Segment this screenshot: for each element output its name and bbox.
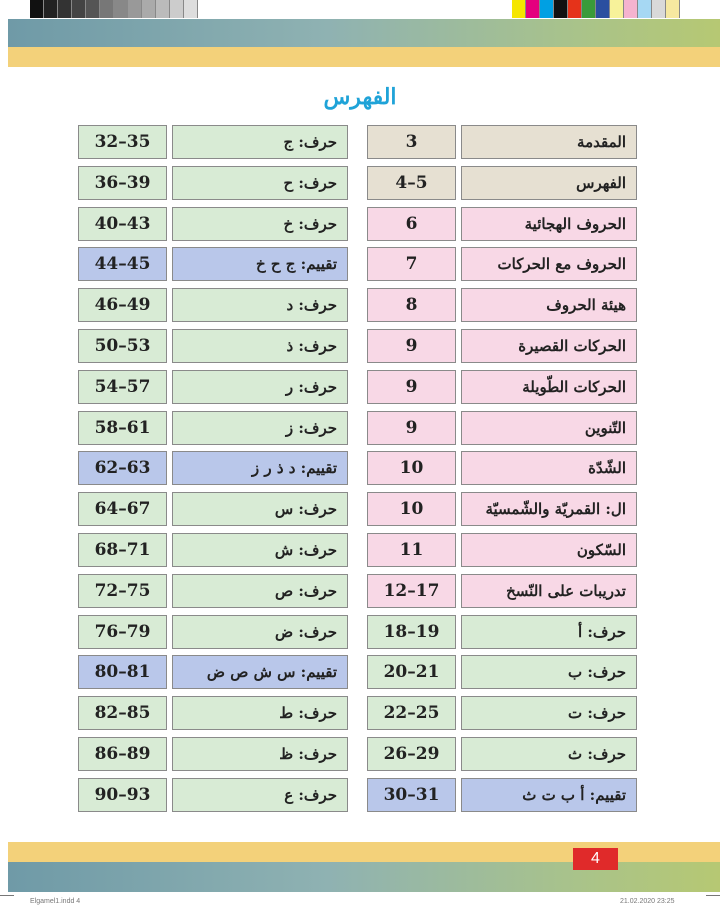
toc-entry-label: تقييم: د ذ ر ز xyxy=(172,451,348,485)
toc-page-range: 72–75 xyxy=(78,574,167,608)
toc-row xyxy=(78,207,348,241)
toc-page-range: 50–53 xyxy=(78,329,167,363)
toc-entry-label: حرف: ب xyxy=(461,655,637,689)
toc-row xyxy=(367,247,637,281)
toc-entry-label: حرف: ذ xyxy=(172,329,348,363)
toc-left-column xyxy=(78,125,348,819)
toc-entry-label: هيئة الحروف xyxy=(461,288,637,322)
toc-row xyxy=(78,492,348,526)
toc-row xyxy=(78,370,348,404)
crop-mark xyxy=(706,895,720,896)
toc-page-range: 10 xyxy=(367,492,456,526)
toc-page-range: 20–21 xyxy=(367,655,456,689)
toc-page-range: 44–45 xyxy=(78,247,167,281)
toc-entry-label: الشّدّة xyxy=(461,451,637,485)
toc-page-range: 9 xyxy=(367,329,456,363)
toc-page-range: 36–39 xyxy=(78,166,167,200)
toc-entry-label: السّكون xyxy=(461,533,637,567)
process-color-bar xyxy=(512,0,680,18)
toc-page-range: 9 xyxy=(367,370,456,404)
toc-entry-label: حرف: د xyxy=(172,288,348,322)
toc-row xyxy=(78,329,348,363)
toc-entry-label: حرف: أ xyxy=(461,615,637,649)
toc-entry-label: الحروف الهجائية xyxy=(461,207,637,241)
toc-entry-label: الحروف مع الحركات xyxy=(461,247,637,281)
print-slug-timestamp: 21.02.2020 23:25 xyxy=(620,898,675,905)
toc-entry-label: تقييم: أ ب ت ث xyxy=(461,778,637,812)
toc-entry-label: حرف: ش xyxy=(172,533,348,567)
toc-row xyxy=(78,696,348,730)
toc-row xyxy=(78,655,348,689)
toc-page-range: 8 xyxy=(367,288,456,322)
toc-row xyxy=(78,411,348,445)
toc-row xyxy=(78,451,348,485)
toc-entry-label: تقييم: ج ح خ xyxy=(172,247,348,281)
toc-right-column xyxy=(367,125,637,819)
toc-entry-label: تقييم: س ش ص ض xyxy=(172,655,348,689)
toc-entry-label: حرف: ز xyxy=(172,411,348,445)
toc-row xyxy=(367,533,637,567)
toc-entry-label: ال: القمريّة والشّمسيّة xyxy=(461,492,637,526)
toc-page-range: 82–85 xyxy=(78,696,167,730)
toc-row xyxy=(367,207,637,241)
toc-page-range: 64–67 xyxy=(78,492,167,526)
toc-page-range: 40–43 xyxy=(78,207,167,241)
toc-page-range: 90–93 xyxy=(78,778,167,812)
toc-entry-label: حرف: ص xyxy=(172,574,348,608)
toc-row xyxy=(78,737,348,771)
toc-entry-label: حرف: ر xyxy=(172,370,348,404)
toc-row xyxy=(367,411,637,445)
toc-entry-label: حرف: س xyxy=(172,492,348,526)
toc-entry-label: حرف: ج xyxy=(172,125,348,159)
toc-row xyxy=(367,492,637,526)
toc-row xyxy=(367,778,637,812)
toc-page-range: 4–5 xyxy=(367,166,456,200)
toc-page-range: 32–35 xyxy=(78,125,167,159)
toc-row xyxy=(78,615,348,649)
toc-page-range: 30–31 xyxy=(367,778,456,812)
toc-entry-label: الحركات الطّويلة xyxy=(461,370,637,404)
toc-entry-label: حرف: ظ xyxy=(172,737,348,771)
toc-row xyxy=(367,737,637,771)
toc-page-range: 7 xyxy=(367,247,456,281)
toc-row xyxy=(78,778,348,812)
toc-row xyxy=(367,696,637,730)
toc-page-range: 80–81 xyxy=(78,655,167,689)
toc-entry-label: حرف: ت xyxy=(461,696,637,730)
toc-page-range: 68–71 xyxy=(78,533,167,567)
toc-page-range: 62–63 xyxy=(78,451,167,485)
toc-page-range: 26–29 xyxy=(367,737,456,771)
toc-page-range: 12–17 xyxy=(367,574,456,608)
toc-entry-label: حرف: ع xyxy=(172,778,348,812)
toc-row xyxy=(78,574,348,608)
toc-page-range: 6 xyxy=(367,207,456,241)
header-band xyxy=(8,19,720,67)
toc-page-range: 3 xyxy=(367,125,456,159)
toc-row xyxy=(367,615,637,649)
toc-row xyxy=(367,288,637,322)
page-number-badge: 4 xyxy=(573,848,618,870)
toc-entry-label: حرف: ض xyxy=(172,615,348,649)
page-title: الفهرس xyxy=(323,84,397,110)
toc-page-range: 76–79 xyxy=(78,615,167,649)
print-slug-file: Elgamel1.indd 4 xyxy=(30,898,81,905)
toc-entry-label: التّنوين xyxy=(461,411,637,445)
toc-row xyxy=(367,329,637,363)
toc-row xyxy=(78,247,348,281)
toc-page-range: 22–25 xyxy=(367,696,456,730)
toc-row xyxy=(78,125,348,159)
toc-entry-label: حرف: ط xyxy=(172,696,348,730)
toc-entry-label: المقدمة xyxy=(461,125,637,159)
toc-page-range: 86–89 xyxy=(78,737,167,771)
toc-row xyxy=(367,370,637,404)
toc-row xyxy=(78,166,348,200)
toc-row xyxy=(367,655,637,689)
toc-row xyxy=(367,451,637,485)
toc-page-range: 18–19 xyxy=(367,615,456,649)
grayscale-color-bar xyxy=(30,0,198,18)
toc-entry-label: الحركات القصيرة xyxy=(461,329,637,363)
toc-page-range: 46–49 xyxy=(78,288,167,322)
toc-entry-label: حرف: ث xyxy=(461,737,637,771)
toc-row xyxy=(367,166,637,200)
toc-row xyxy=(367,574,637,608)
toc-entry-label: حرف: خ xyxy=(172,207,348,241)
toc-entry-label: حرف: ح xyxy=(172,166,348,200)
toc-entry-label: تدريبات على النّسخ xyxy=(461,574,637,608)
crop-mark xyxy=(0,895,14,896)
toc-page-range: 58–61 xyxy=(78,411,167,445)
toc-row xyxy=(78,533,348,567)
toc-entry-label: الفهرس xyxy=(461,166,637,200)
toc-row xyxy=(78,288,348,322)
toc-page-range: 54–57 xyxy=(78,370,167,404)
toc-page-range: 9 xyxy=(367,411,456,445)
toc-row xyxy=(367,125,637,159)
toc-page-range: 10 xyxy=(367,451,456,485)
toc-page-range: 11 xyxy=(367,533,456,567)
